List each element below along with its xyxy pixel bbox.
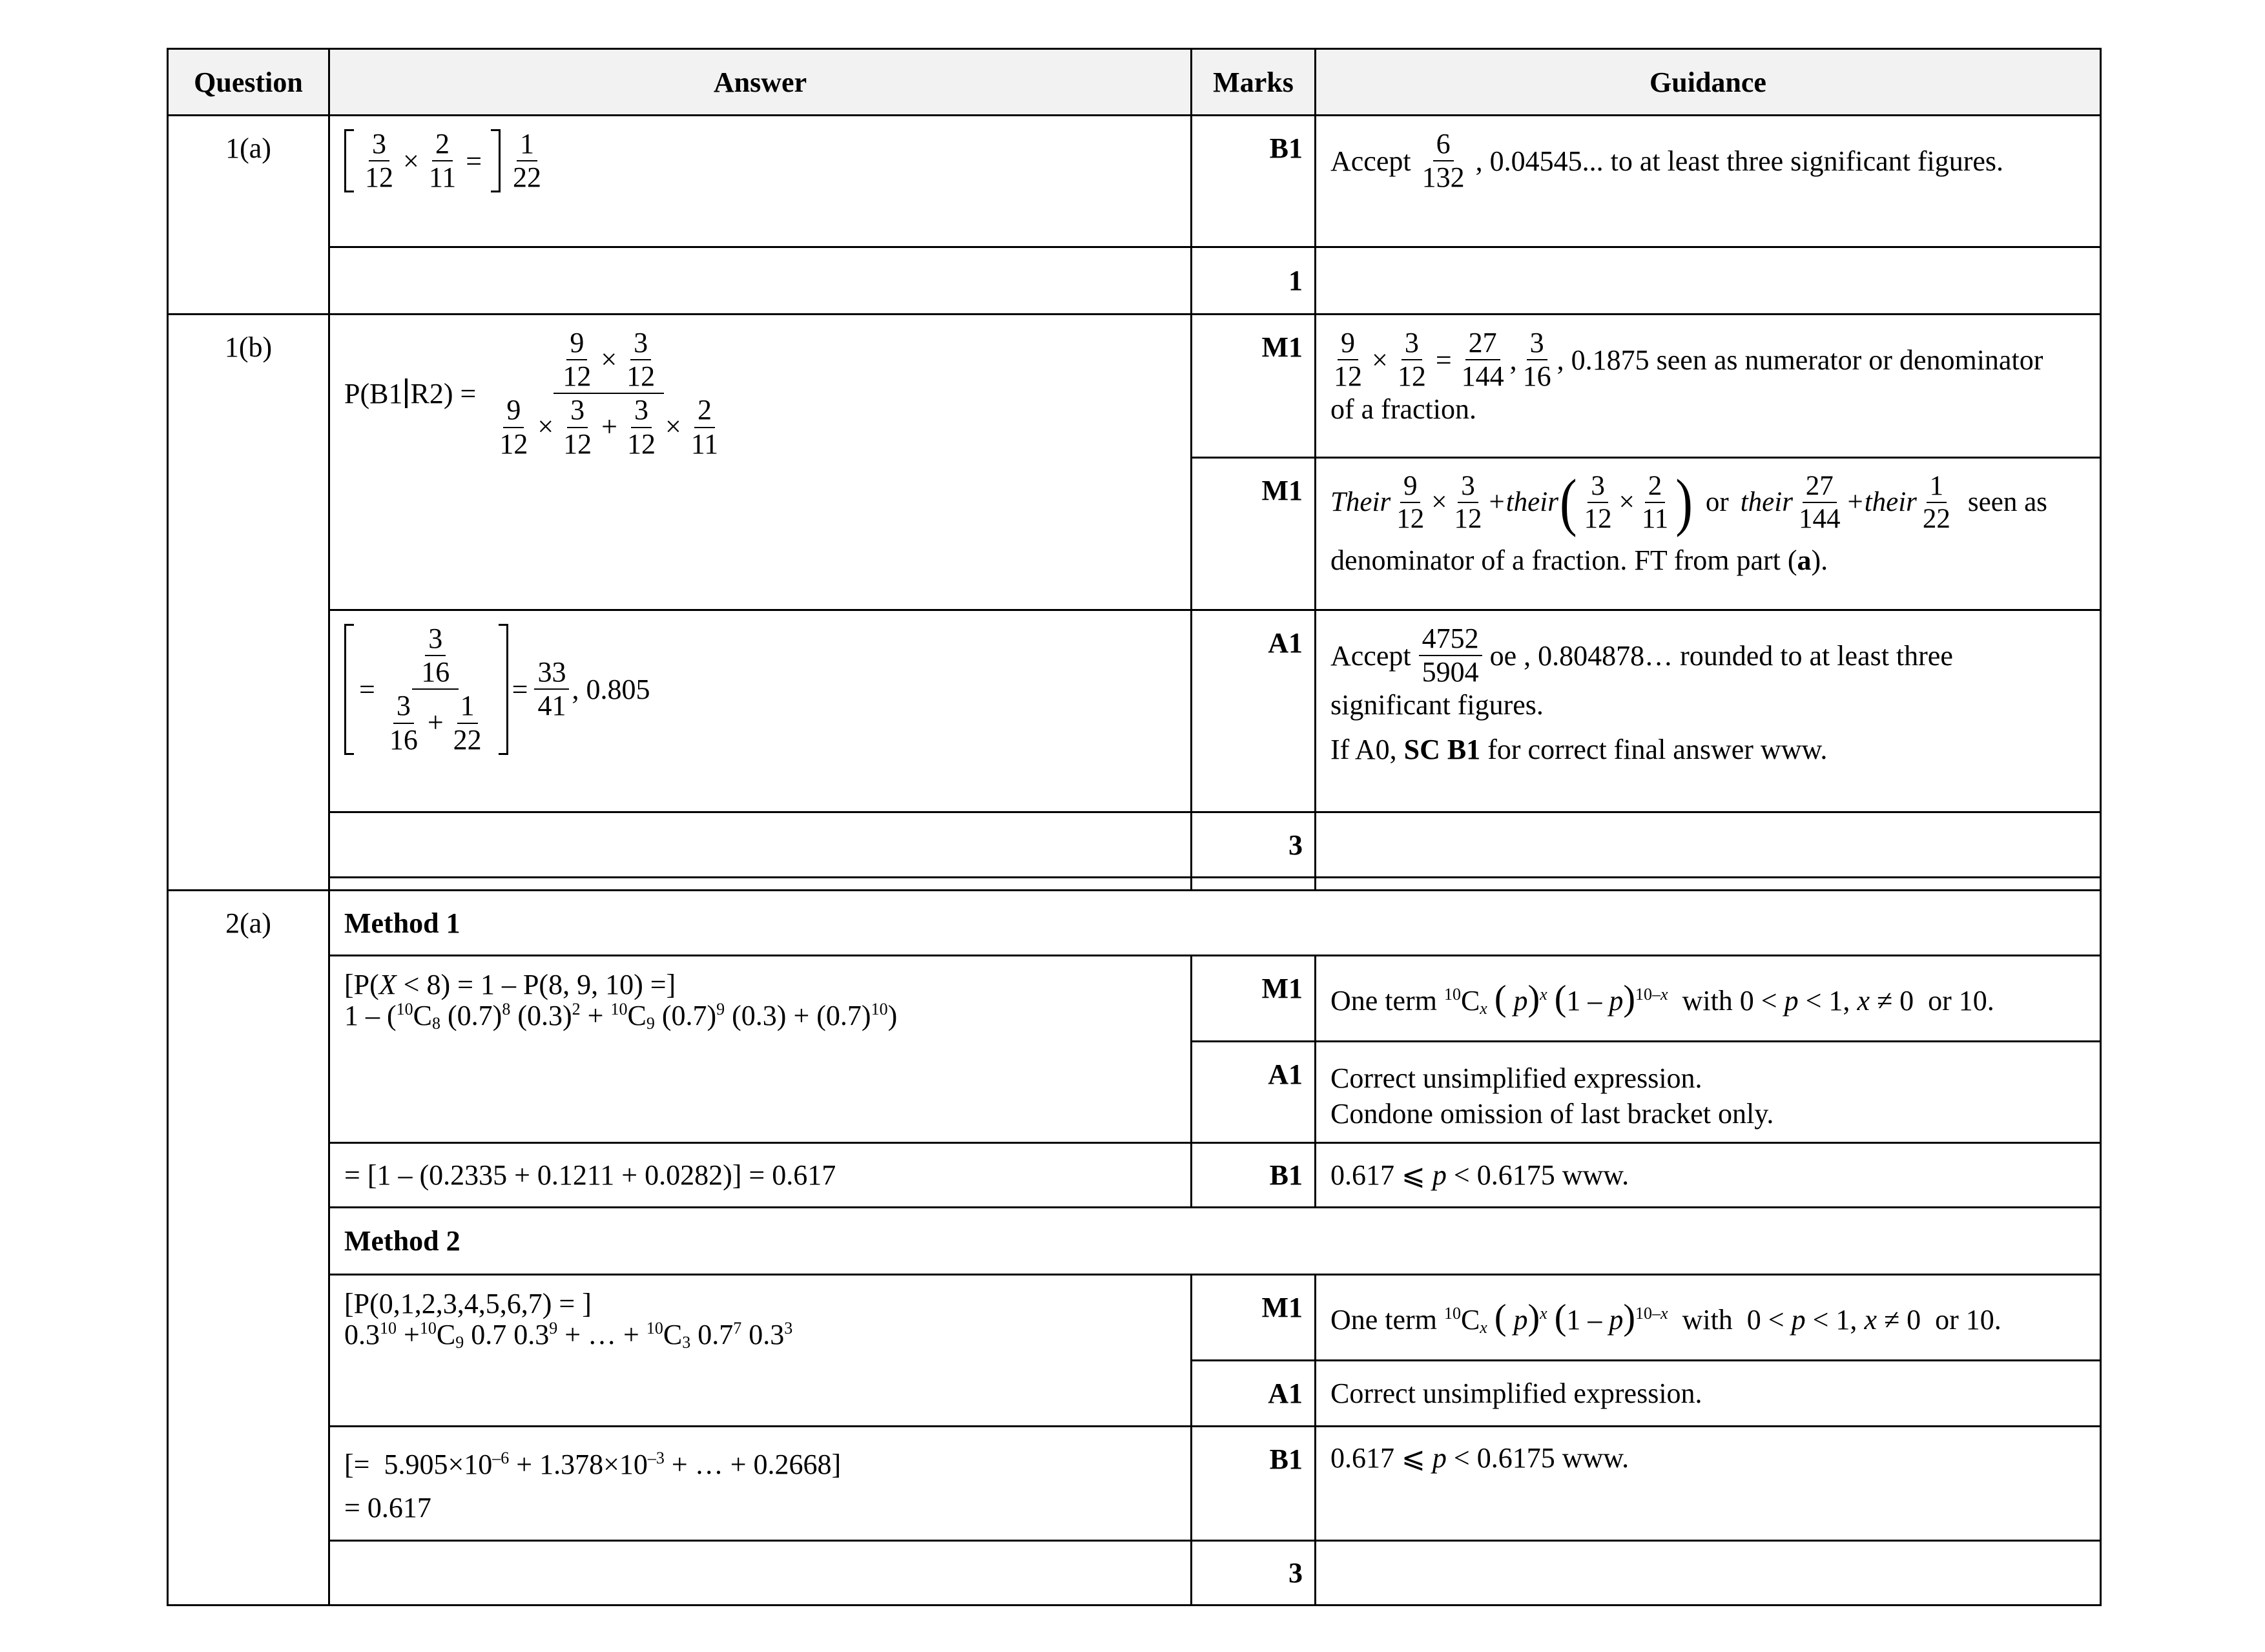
q2a-m2-guidance-2: Correct unsimplified expression. — [1316, 1361, 2101, 1427]
q2a-m1-guidance-2: Correct unsimplified expression. Condone omission of last bracket only. — [1316, 1042, 2101, 1143]
header-marks: Marks — [1192, 49, 1316, 116]
mark-code: B1 — [1192, 1427, 1316, 1541]
right-bracket — [491, 129, 501, 192]
q2a-m1-answer-3: = [1 – (0.2335 + 0.1211 + 0.0282)] = 0.617 — [329, 1143, 1192, 1208]
q2a-m2-answer-3: [= $5.905\times 10^{-6} + 1.378\times 10^{-3}$ + … + 0.2668] = 0.617 — [329, 1427, 1192, 1541]
q2a-m1-row-1 — [168, 956, 2101, 1042]
mark-code: A1 — [1192, 1361, 1316, 1427]
times-symbol: × — [403, 145, 419, 177]
header-answer: Answer — [329, 49, 1192, 116]
mark-scheme-table — [167, 48, 2102, 1606]
right-bracket — [499, 624, 508, 755]
q1b-row-1 — [168, 315, 2101, 458]
q1b-total-row — [168, 812, 2101, 878]
question-label: 2(a) — [168, 891, 329, 1606]
guidance-text: significant figures. — [1330, 689, 1544, 721]
empty-cell — [329, 1541, 1192, 1606]
compound-fraction: $\frac{3}{16}$ $\frac{3}{16}$ + $\frac{1}{22}$ — [389, 623, 482, 756]
mark-code: B1 — [1192, 1143, 1316, 1208]
guidance-text: , 0.1875 seen as numerator or denominator — [1557, 344, 2043, 376]
method-heading: Method 1 — [329, 891, 2101, 956]
section-divider — [168, 878, 2101, 891]
guidance-text: denominator of a fraction. FT from part (a). — [1330, 544, 1828, 577]
guidance-text: Accept — [1330, 145, 1411, 177]
compound-fraction: $\frac{9}{12}$ × $\frac{3}{12}$ $\frac{9}{12}$ × $\frac{3}{12}$ + $\frac{3}{12}$ × $\frac{2}{11}$ — [499, 327, 719, 460]
q1a-total-row — [168, 247, 2101, 315]
equals-symbol: = — [466, 145, 482, 177]
q2a-m1-row-3 — [168, 1143, 2101, 1208]
empty-cell — [1316, 812, 2101, 878]
empty-cell — [1316, 1541, 2101, 1606]
q2a-m2-row-1 — [168, 1275, 2101, 1361]
empty-cell — [1316, 247, 2101, 315]
header-question: Question — [168, 49, 329, 116]
empty-cell — [329, 247, 1192, 315]
mark-code: A1 — [1192, 610, 1316, 812]
q2a-method1-row — [168, 891, 2101, 956]
header-row — [168, 49, 2101, 116]
fraction: $\frac{6}{132}$ — [1422, 128, 1465, 194]
q2a-m1-answer: [P(X < 8) = 1 – P(8, 9, 10) =] $1 - (^{10}C_8$ $(0.7)^8$ $(0.3)^2 + ^{10}C_9$ $(0.7)^9$ $(0.3) + (0.7)^{10}$) — [329, 956, 1192, 1143]
answer-text: P(B1 — [344, 377, 403, 409]
mark-code: B1 — [1192, 116, 1316, 247]
mark-code: M1 — [1192, 956, 1316, 1042]
fraction: $\frac{3}{12}$ — [365, 128, 393, 194]
q1b-answer-3: = $\frac{3}{16}$ $\frac{3}{16}$ + $\frac{1}{22}$ = $\frac{33}{41}$ , 0.805 — [329, 610, 1192, 812]
q2a-method2-row — [168, 1208, 2101, 1275]
q2a-m2-answer: [P(0,1,2,3,4,5,6,7) = ] $0.3^{10} +^{10}C_9$ 0.7 $0.3^9$ + … + $^{10}C_3$ $0.7^7$ $0.3^3$ — [329, 1275, 1192, 1427]
guidance-text: , 0.04545... to at least three significant figures. — [1475, 145, 2004, 177]
total-marks: 1 — [1192, 247, 1316, 315]
answer-text: , 0.805 — [572, 673, 650, 705]
guidance-text: of a fraction. — [1330, 393, 1476, 426]
question-label: 1(a) — [168, 116, 329, 315]
q1a-answer — [329, 116, 1192, 247]
mark-code: M1 — [1192, 458, 1316, 610]
q2a-m1-guidance-3: 0.617 ⩽ p < 0.6175 www. — [1316, 1143, 2101, 1208]
q2a-m2-row-3 — [168, 1427, 2101, 1541]
q2a-total-row — [168, 1541, 2101, 1606]
q1b-answer-1 — [329, 315, 1192, 610]
fraction: $\frac{1}{22}$ — [513, 128, 542, 194]
q1a-guidance — [1316, 116, 2101, 247]
guidance-text: If A0, SC B1 for correct final answer www. — [1330, 734, 1828, 766]
empty-cell — [329, 812, 1192, 878]
mark-code: M1 — [1192, 315, 1316, 458]
q1b-guidance-3: Accept $\frac{4752}{5904}$ oe , 0.804878… rounded to at least three significant figures. If A0, SC B1 for correct final answer www. — [1316, 610, 2101, 812]
q1b-guidance-1: $\frac{9}{12}$ × $\frac{3}{12}$ = $\frac{27}{144}$ , $\frac{3}{16}$ , 0.1875 seen as numerator or denominator of a fraction. — [1316, 315, 2101, 458]
q2a-m2-guidance-3: 0.617 ⩽ p < 0.6175 www. — [1316, 1427, 2101, 1541]
left-bracket — [344, 624, 354, 755]
left-bracket — [344, 129, 354, 192]
mark-code: A1 — [1192, 1042, 1316, 1143]
total-marks: 3 — [1192, 1541, 1316, 1606]
q2a-m2-guidance-1: One term $^{10}C_x$ ( p)$^x$ (1 – p)$^{10-x}$ with 0 < p < 1, x ≠ 0 or 10. — [1316, 1275, 2101, 1361]
answer-text: R2) = — [410, 377, 477, 409]
total-marks: 3 — [1192, 812, 1316, 878]
q2a-m1-guidance-1: One term $^{10}C_x$ ( p)$^x$ (1 – p)$^{10-x}$ with 0 < p < 1, x ≠ 0 or 10. — [1316, 956, 2101, 1042]
q1a-row — [168, 116, 2101, 247]
q1b-guidance-2: Their $\frac{9}{12}$ × $\frac{3}{12}$ + their ( $\frac{3}{12}$ × $\frac{2}{11}$ ) or their $\frac{27}{144}$ + their $\frac{1}{22}$ seen as denominator of a fraction. FT from part (a). — [1316, 458, 2101, 610]
q1b-row-3 — [168, 610, 2101, 812]
fraction: $\frac{2}{11}$ — [428, 128, 457, 194]
question-label: 1(b) — [168, 315, 329, 891]
mark-code: M1 — [1192, 1275, 1316, 1361]
method-heading: Method 2 — [329, 1208, 2101, 1275]
given-bar — [405, 378, 408, 408]
header-guidance: Guidance — [1316, 49, 2101, 116]
